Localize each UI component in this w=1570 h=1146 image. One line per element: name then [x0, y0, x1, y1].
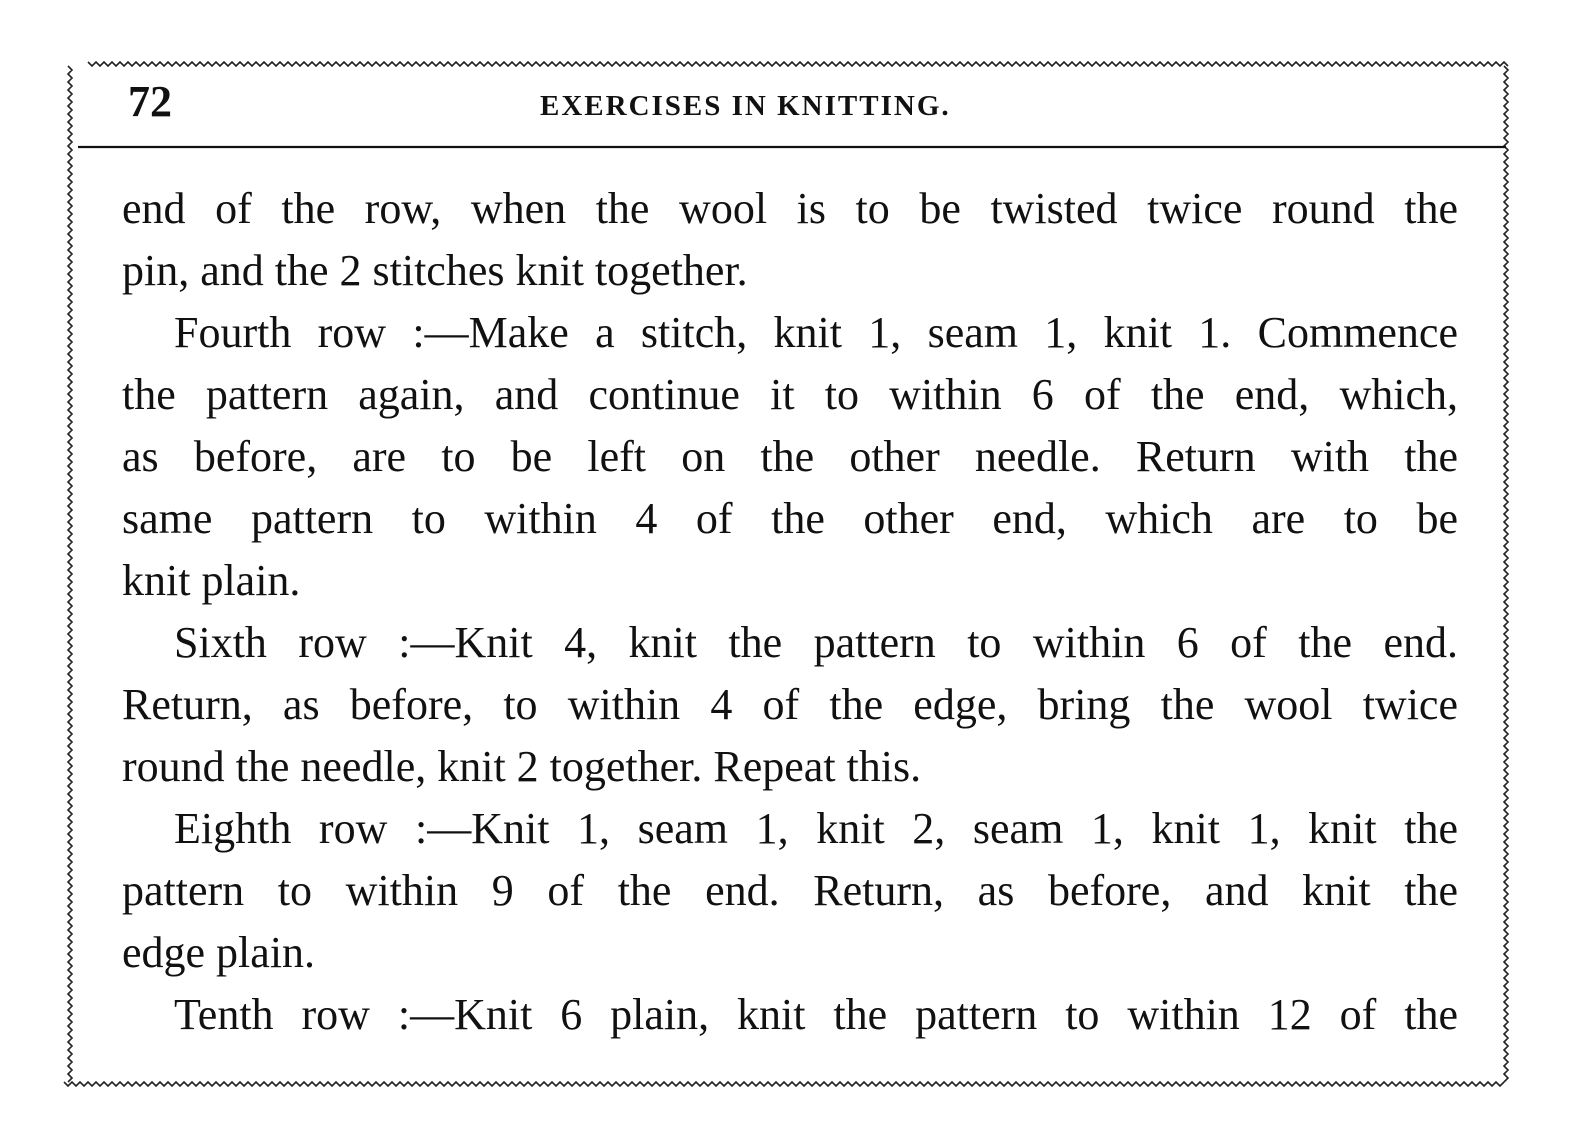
paragraph-eighth-row: Eighth row :—Knit 1, seam 1, knit 2, seam 1, knit 1, knit the [174, 804, 1458, 853]
paragraph-sixth-row: Sixth row :—Knit 4, knit the pattern to within 6 of the end. [174, 618, 1458, 667]
text-line: as before, are to be left on the other needle. Return with the [122, 432, 1458, 481]
text-line: end of the row, when the wool is to be twisted twice round the [122, 184, 1458, 233]
text-line: pattern to within 9 of the end. Return, as before, and knit the [122, 866, 1458, 915]
text-line: pin, and the 2 stitches knit together. [122, 246, 748, 295]
border-right-wavy [1504, 66, 1508, 1082]
body-text [122, 178, 1458, 1046]
running-title: EXERCISES IN KNITTING. [540, 90, 951, 122]
paragraph-tenth-row: Tenth row :—Knit 6 plain, knit the pattern to within 12 of the [174, 990, 1458, 1039]
border-bottom-wavy [64, 1082, 1504, 1086]
text-line: Return, as before, to within 4 of the edge, bring the wool twice [122, 680, 1458, 729]
text-line: same pattern to within 4 of the other end, which are to be [122, 494, 1458, 543]
border-top-wavy [88, 62, 1508, 66]
text-line: the pattern again, and continue it to within 6 of the end, which, [122, 370, 1458, 419]
text-line: round the needle, knit 2 together. Repeat this. [122, 742, 922, 791]
text-line: edge plain. [122, 928, 316, 977]
border-left-wavy [68, 66, 72, 1082]
page-number: 72 [128, 77, 172, 126]
paragraph-fourth-row: Fourth row :—Make a stitch, knit 1, seam 1, knit 1. Commence [174, 308, 1458, 357]
text-line: knit plain. [122, 556, 301, 605]
